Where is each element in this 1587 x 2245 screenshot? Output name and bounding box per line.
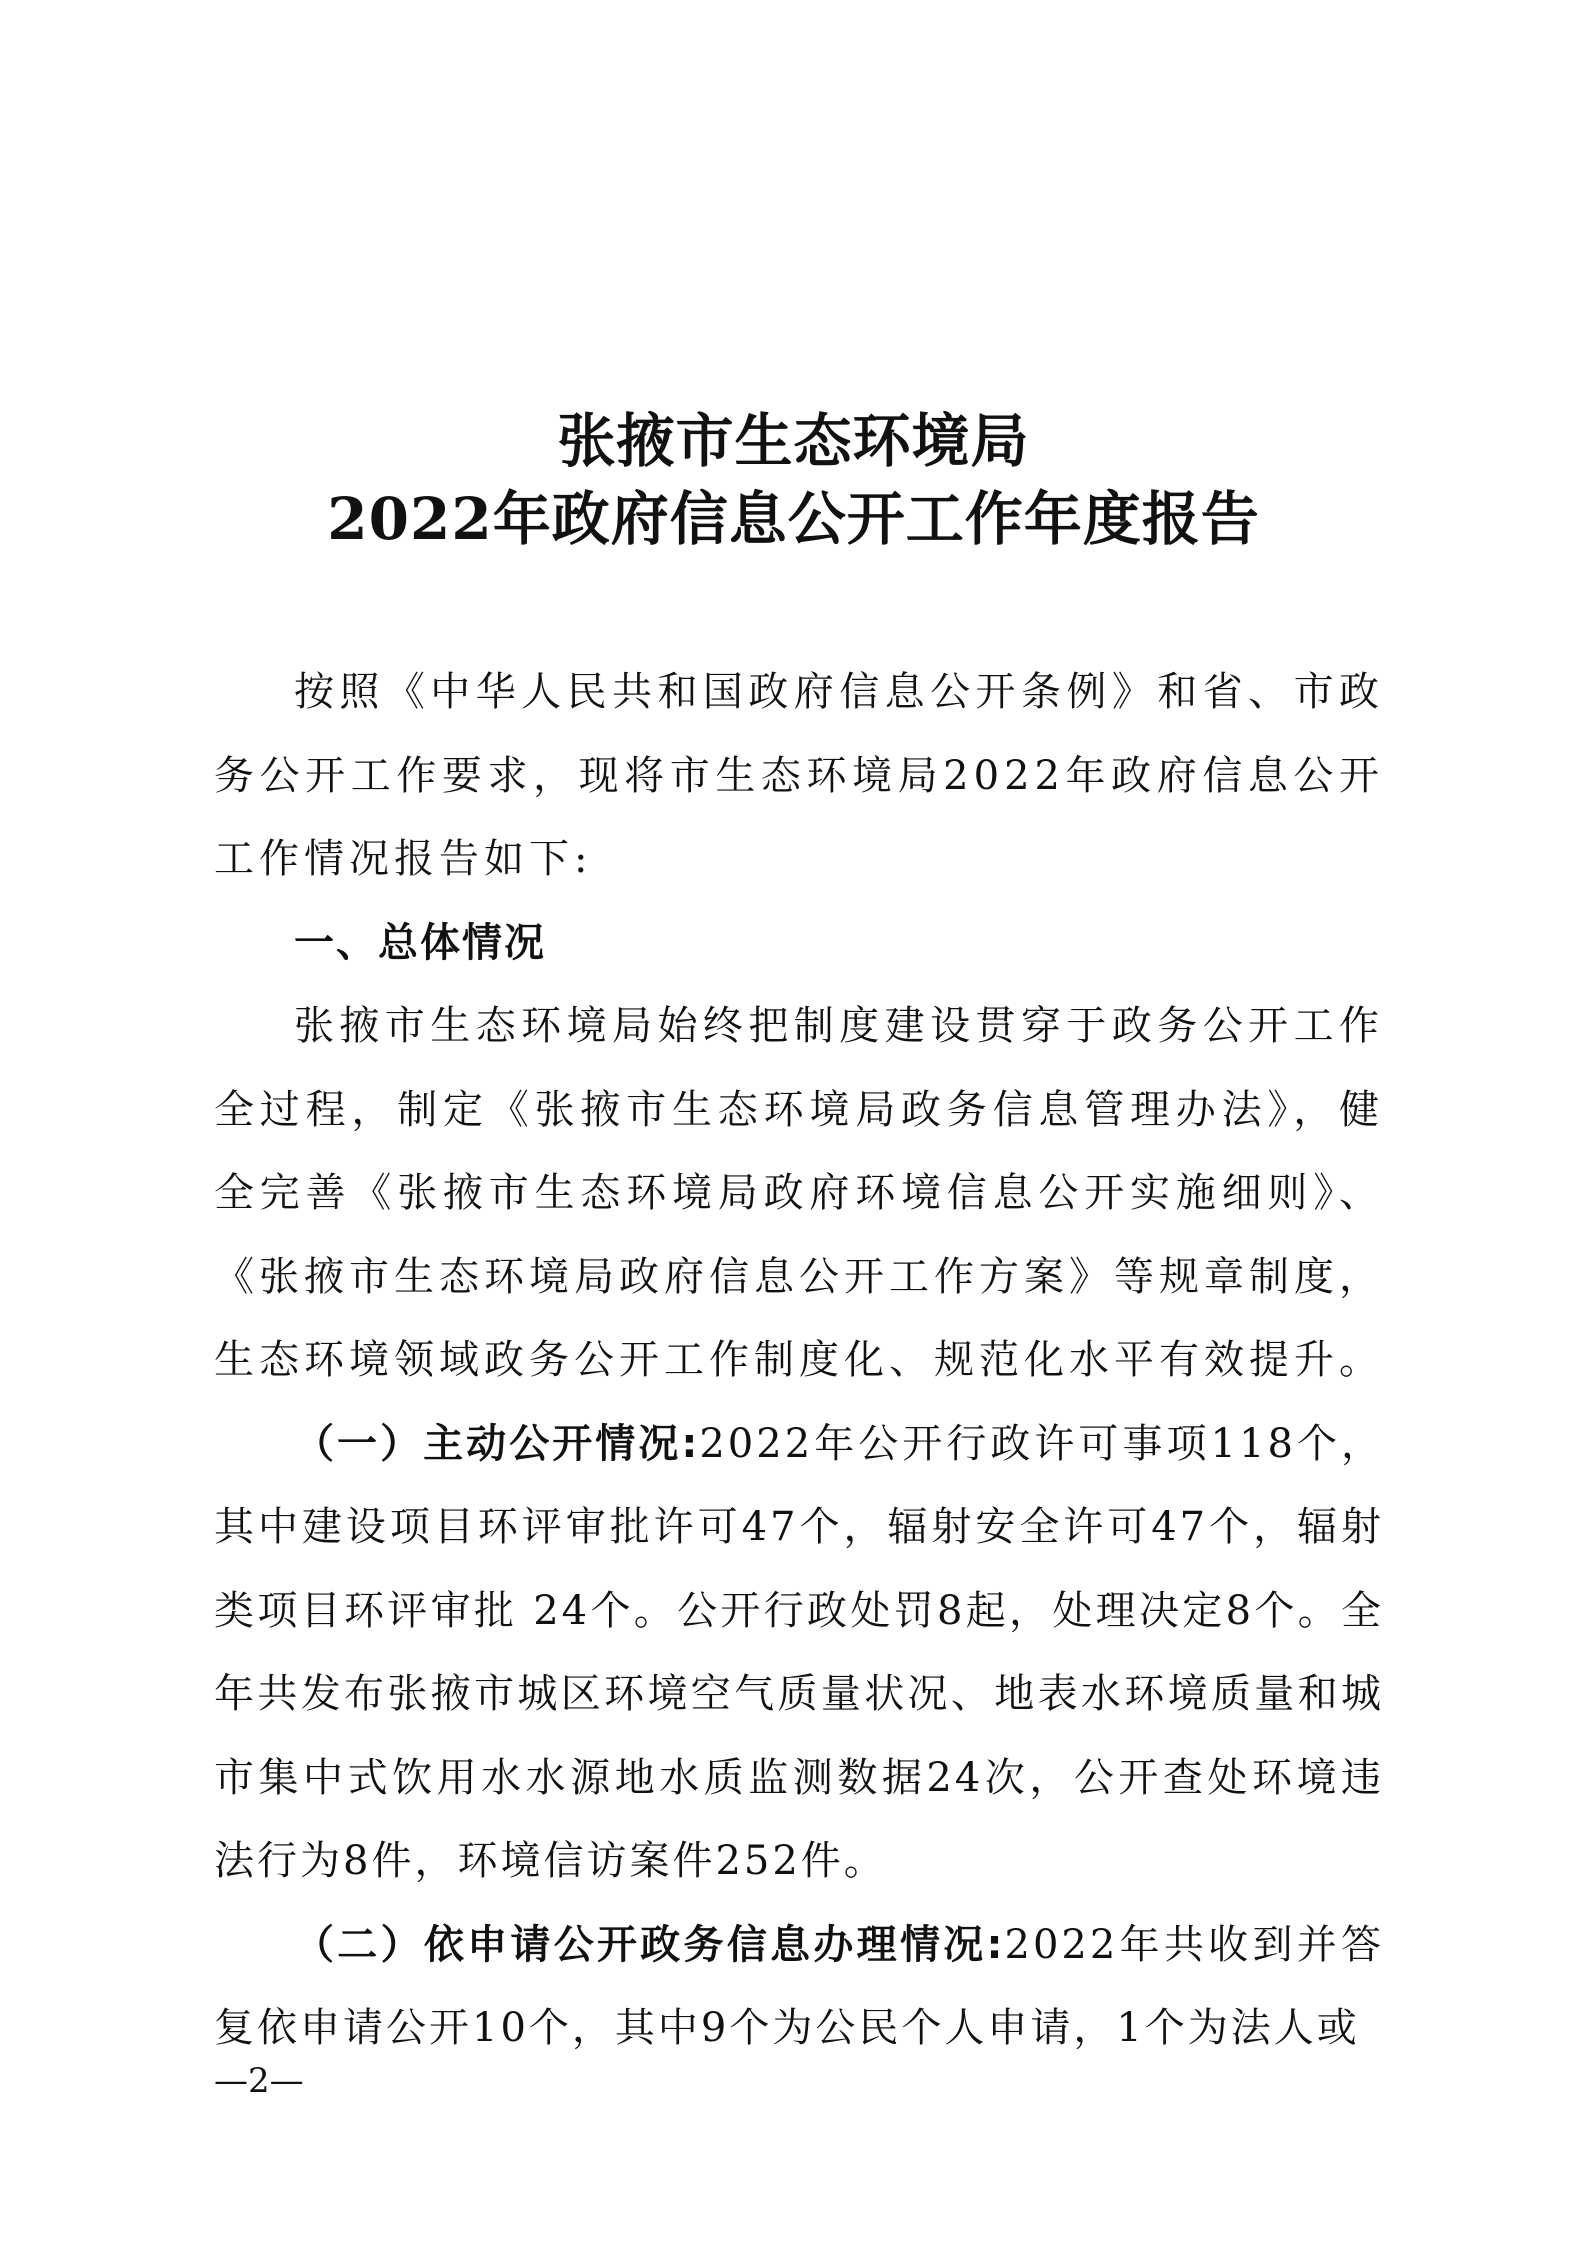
title-line-report: 2022年政府信息公开工作年度报告 xyxy=(327,485,1260,553)
document-title xyxy=(0,402,1587,558)
overview-paragraph: 张掖市生态环境局始终把制度建设贯穿于政务公开工作全过程，制定《张掖市生态环境局政务信息管理办法》，健全完善《张掖市生态环境局政府环境信息公开实施细则》、《张掖市生态环境局政府信息公开工作方案》等规章制度，生态环境领域政务公开工作制度化、规范化水平有效提升。 xyxy=(214,1003,1384,1383)
request-disclosure-paragraph xyxy=(214,1904,1384,2071)
request-disclosure-text: 2022年共收到并答复依申请公开10个，其中9个为公民个人申请，1个为法人或 xyxy=(214,1921,1385,2051)
page-number: —2— xyxy=(214,2061,304,2101)
document-body xyxy=(214,651,1384,2071)
proactive-disclosure-lead: （一）主动公开情况: xyxy=(294,1420,700,1467)
proactive-disclosure-paragraph xyxy=(214,1403,1384,1904)
request-disclosure-lead: （二）依申请公开政务信息办理情况: xyxy=(294,1921,1005,1968)
intro-paragraph: 按照《中华人民共和国政府信息公开条例》和省、市政务公开工作要求，现将市生态环境局2022年政府信息公开工作情况报告如下: xyxy=(214,669,1384,882)
title-line-agency: 张掖市生态环境局 xyxy=(557,407,1030,475)
proactive-disclosure-text: 2022年公开行政许可事项118个，其中建设项目环评审批许可47个，辐射安全许可47个，辐射类项目环评审批 24个。公开行政处罚8起，处理决定8个。全年共发布张掖市城区环境空气质量状况、地表水环境质量和城市集中式饮用水水源地水质监测数据24次，公开查处环境违法行为8件，环境信访案件252件。 xyxy=(214,1420,1384,1884)
section-heading-overview: 一、总体情况 xyxy=(294,919,546,966)
